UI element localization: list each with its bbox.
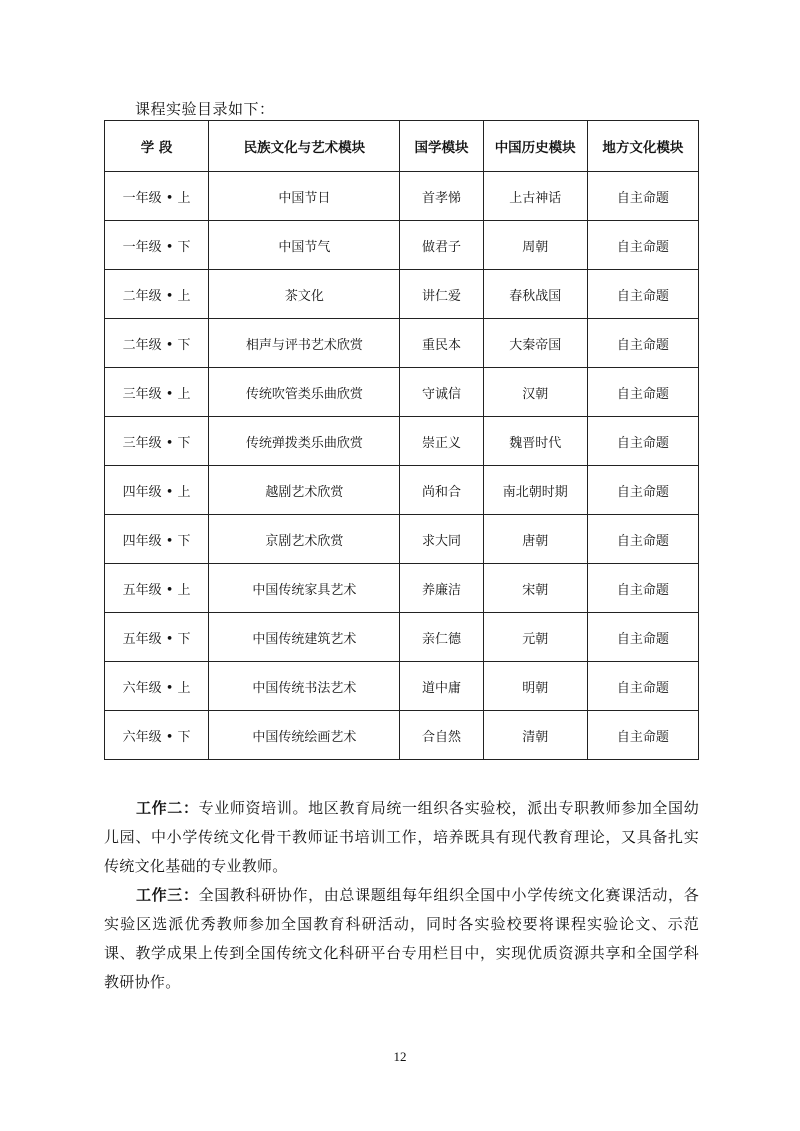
cell-history: 宋朝	[483, 564, 587, 613]
cell-grade: 六年级 • 上	[105, 662, 209, 711]
cell-grade: 三年级 • 上	[105, 368, 209, 417]
cell-history: 唐朝	[483, 515, 587, 564]
table-row	[105, 711, 699, 760]
cell-art: 传统吹管类乐曲欣赏	[209, 368, 400, 417]
cell-local: 自主命题	[587, 564, 698, 613]
cell-grade: 一年级 • 下	[105, 221, 209, 270]
paragraph-lead: 工作三：	[136, 886, 199, 904]
cell-history: 清朝	[483, 711, 587, 760]
cell-guoxue: 首孝悌	[400, 172, 483, 221]
cell-grade: 三年级 • 下	[105, 417, 209, 466]
cell-history: 汉朝	[483, 368, 587, 417]
cell-guoxue: 做君子	[400, 221, 483, 270]
cell-art: 传统弹拨类乐曲欣赏	[209, 417, 400, 466]
cell-local: 自主命题	[587, 662, 698, 711]
cell-grade: 二年级 • 上	[105, 270, 209, 319]
cell-guoxue: 道中庸	[400, 662, 483, 711]
paragraph-lead: 工作二：	[136, 799, 199, 817]
cell-grade: 二年级 • 下	[105, 319, 209, 368]
cell-guoxue: 守诚信	[400, 368, 483, 417]
cell-local: 自主命题	[587, 711, 698, 760]
table-row	[105, 564, 699, 613]
paragraph-body: 全国教科研协作，由总课题组每年组织全国中小学传统文化赛课活动，各实验区选派优秀教师参加全国教育科研活动，同时各实验校要将课程实验论文、示范课、教学成果上传到全国传统文化科研平台专用栏目中，实现优质资源共享和全国学科教研协作。	[104, 886, 699, 991]
cell-grade: 一年级 • 上	[105, 172, 209, 221]
table-row	[105, 417, 699, 466]
cell-art: 中国节气	[209, 221, 400, 270]
cell-local: 自主命题	[587, 221, 698, 270]
cell-grade: 四年级 • 下	[105, 515, 209, 564]
table-row	[105, 172, 699, 221]
cell-guoxue: 求大同	[400, 515, 483, 564]
cell-history: 元朝	[483, 613, 587, 662]
table-header-row	[105, 121, 699, 172]
paragraph-work-three	[104, 881, 699, 997]
paragraph-body: 专业师资培训。地区教育局统一组织各实验校，派出专职教师参加全国幼儿园、中小学传统文化骨干教师证书培训工作，培养既具有现代教育理论，又具备扎实传统文化基础的专业教师。	[104, 799, 699, 875]
cell-guoxue: 重民本	[400, 319, 483, 368]
table-row	[105, 221, 699, 270]
cell-local: 自主命题	[587, 466, 698, 515]
cell-grade: 五年级 • 上	[105, 564, 209, 613]
cell-art: 京剧艺术欣赏	[209, 515, 400, 564]
cell-history: 南北朝时期	[483, 466, 587, 515]
cell-local: 自主命题	[587, 172, 698, 221]
curriculum-table	[104, 120, 699, 760]
header-grade: 学 段	[105, 121, 209, 172]
cell-grade: 四年级 • 上	[105, 466, 209, 515]
cell-local: 自主命题	[587, 613, 698, 662]
cell-local: 自主命题	[587, 515, 698, 564]
cell-history: 周朝	[483, 221, 587, 270]
cell-art: 茶文化	[209, 270, 400, 319]
cell-art: 中国传统绘画艺术	[209, 711, 400, 760]
cell-local: 自主命题	[587, 319, 698, 368]
cell-guoxue: 养廉洁	[400, 564, 483, 613]
cell-local: 自主命题	[587, 417, 698, 466]
table-row	[105, 466, 699, 515]
cell-grade: 五年级 • 下	[105, 613, 209, 662]
intro-text: 课程实验目录如下：	[135, 100, 275, 118]
cell-history: 明朝	[483, 662, 587, 711]
table-row	[105, 319, 699, 368]
table-row	[105, 515, 699, 564]
cell-guoxue: 合自然	[400, 711, 483, 760]
cell-history: 春秋战国	[483, 270, 587, 319]
cell-history: 大秦帝国	[483, 319, 587, 368]
cell-art: 中国传统书法艺术	[209, 662, 400, 711]
cell-guoxue: 崇正义	[400, 417, 483, 466]
cell-grade: 六年级 • 下	[105, 711, 209, 760]
cell-local: 自主命题	[587, 368, 698, 417]
cell-art: 越剧艺术欣赏	[209, 466, 400, 515]
table-row	[105, 613, 699, 662]
cell-guoxue: 讲仁爱	[400, 270, 483, 319]
cell-guoxue: 亲仁德	[400, 613, 483, 662]
table-row	[105, 662, 699, 711]
cell-local: 自主命题	[587, 270, 698, 319]
cell-art: 中国传统家具艺术	[209, 564, 400, 613]
page-number: 12	[393, 1049, 407, 1064]
table-row	[105, 368, 699, 417]
cell-art: 相声与评书艺术欣赏	[209, 319, 400, 368]
paragraph-work-two	[104, 794, 699, 881]
header-chinese-history: 中国历史模块	[483, 121, 587, 172]
cell-history: 魏晋时代	[483, 417, 587, 466]
header-local-culture: 地方文化模块	[587, 121, 698, 172]
cell-art: 中国传统建筑艺术	[209, 613, 400, 662]
table-row	[105, 270, 699, 319]
cell-guoxue: 尚和合	[400, 466, 483, 515]
cell-history: 上古神话	[483, 172, 587, 221]
header-guoxue: 国学模块	[400, 121, 483, 172]
cell-art: 中国节日	[209, 172, 400, 221]
header-ethnic-culture-art: 民族文化与艺术模块	[209, 121, 400, 172]
